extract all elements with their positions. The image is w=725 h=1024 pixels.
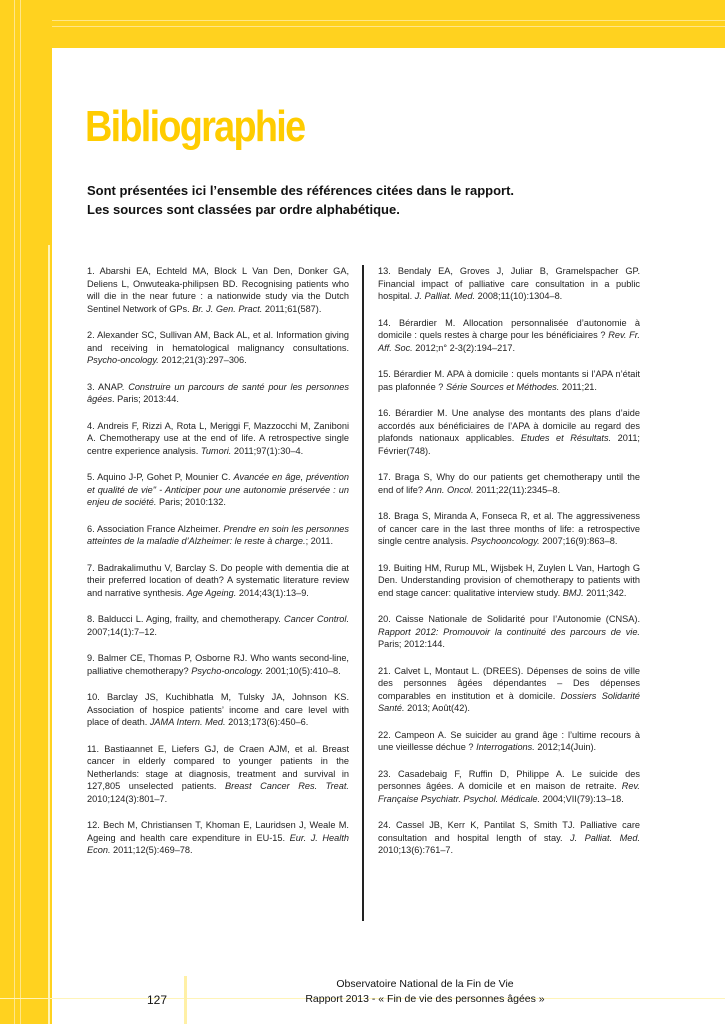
reference-source: Rev. Française Psychiatr. Psychol. Médicale.	[378, 781, 640, 804]
reference-source: Rapport 2012: Promouvoir la continuité des parcours de vie.	[378, 626, 640, 637]
left-decorative-band	[0, 0, 52, 1024]
references-left-column	[87, 265, 349, 871]
reference-source: Prendre en soin les personnes atteintes de la maladie d’Alzheimer: le reste à charge.	[87, 523, 350, 546]
reference-details: 2014;43(1):13–9.	[236, 587, 309, 598]
intro-line: Les sources sont classées par ordre alphabétique.	[87, 202, 400, 217]
reference-source: Rev. Fr. Aff. Soc.	[378, 330, 640, 353]
reference-entry	[87, 265, 349, 315]
reference-details: 2011;97(1):30–4.	[231, 445, 304, 456]
reference-text: 23. Casadebaig F, Ruffin D, Philippe A. Le suicide des personnes âgées. A domicile et en maison de retraite.	[378, 768, 640, 791]
reference-details: Paris; 2012:144.	[378, 639, 445, 649]
reference-source: BMJ.	[562, 587, 584, 598]
reference-entry	[87, 381, 349, 406]
reference-details: 2011;22(11):2345–8.	[473, 484, 561, 495]
reference-entry	[378, 819, 640, 857]
reference-text: 1. Abarshi EA, Echteld MA, Block L Van Den, Donker GA, Deliens L, Onwuteaka-philipsen BD. Recognising patients who will die in the near future : a nationwide study via the Dutch Sentinel Network of GPs.	[87, 266, 349, 314]
reference-source: Eur. J. Health Econ.	[87, 832, 349, 855]
reference-details: 2012;21(3):297–306.	[158, 355, 247, 365]
reference-entry	[87, 743, 349, 806]
column-divider	[362, 265, 364, 921]
reference-details: 2001;10(5):410–8.	[263, 665, 341, 676]
footer-text	[295, 977, 555, 1007]
reference-text: 19. Buiting HM, Rurup ML, Wijsbek H, Zuylen L Van, Hartogh G Den. Understanding provision of chemotherapy to patients with end stage cancer: qualitative interview study.	[378, 562, 640, 598]
page-number: 127	[147, 993, 168, 1007]
reference-details: 2013; Août(42).	[404, 703, 470, 713]
reference-source: J. Palliat. Med.	[414, 291, 476, 301]
reference-text: 16. Bérardier M. Une analyse des montants des plans d’aide accordés aux bénéficiaires de l’APA à domicile au regard des plafonds nationaux applicables.	[378, 408, 640, 443]
footer-line: Rapport 2013 - « Fin de vie des personnes âgées »	[305, 993, 545, 1005]
reference-entry	[87, 420, 349, 458]
reference-source: Tumori.	[200, 445, 232, 456]
reference-source: Interrogations.	[476, 742, 535, 752]
reference-entry	[378, 729, 640, 754]
reference-source: Psychooncology.	[470, 536, 540, 546]
reference-entry	[87, 562, 349, 600]
reference-details: 2012;n° 2-3(2):194–217.	[412, 342, 515, 353]
reference-text: 20. Caisse Nationale de Solidarité pour l’Autonomie (CNSA).	[378, 614, 640, 624]
reference-details: 2011;61(587).	[262, 303, 322, 314]
reference-entry	[378, 768, 640, 806]
reference-source: Cancer Control.	[284, 614, 350, 624]
reference-source: Age Ageing.	[186, 587, 237, 598]
reference-source: Dossiers Solidarité Santé.	[378, 690, 640, 713]
reference-details: 2012;14(Juin).	[534, 742, 597, 752]
reference-source: Construire un parcours de santé pour les personnes âgées	[87, 381, 349, 404]
reference-text: 14. Bérardier M. Allocation personnalisée d’autonomie à domicile : quels restes à charge pour les bénéficiaires ?	[378, 317, 640, 340]
reference-text: 2. Alexander SC, Sullivan AM, Back AL, et al. Information giving and receiving in hematological malignancy consultations.	[87, 330, 349, 353]
reference-details: 2011; Février(748).	[378, 433, 640, 456]
intro-text	[87, 181, 647, 219]
reference-text: 17. Braga S, Why do our patients get chemotherapy until the end of life?	[378, 472, 640, 495]
reference-source: Série Sources et Méthodes.	[445, 381, 560, 392]
reference-text: 18. Braga S, Miranda A, Fonseca R, et al. The aggressiveness of cancer care in the last three months of life: a retrospective single centre analysis.	[378, 511, 640, 546]
reference-text: 8. Balducci L. Aging, frailty, and chemotherapy.	[87, 614, 285, 624]
reference-entry	[87, 819, 349, 857]
reference-text: 22. Campeon A. Se suicider au grand âge : l’ultime recours à une vieillesse déchue ?	[378, 729, 640, 752]
reference-details: 2013;173(6):450–6.	[225, 717, 309, 727]
reference-entry	[87, 613, 349, 638]
reference-entry	[87, 329, 349, 367]
reference-text: 24. Cassel JB, Kerr K, Pantilat S, Smith TJ. Palliative care consultation and hospital length of stay.	[378, 820, 640, 843]
left-inner-line	[48, 245, 50, 1024]
reference-entry	[378, 407, 640, 457]
reference-source: J. Palliat. Med.	[570, 832, 640, 843]
reference-details: . Paris; 2013:44.	[112, 394, 179, 404]
reference-text: 7. Badrakalimuthu V, Barclay S. Do people with dementia die at their preferred location of death? A systematic literature review and narrative synthesis.	[87, 562, 349, 598]
reference-text: 15. Bérardier M. APA à domicile : quels montants si l’APA n’était pas plafonnée ?	[378, 369, 640, 392]
reference-details: Paris; 2010:132.	[156, 497, 226, 507]
reference-source: Ann. Oncol.	[425, 484, 474, 495]
reference-text: 3. ANAP.	[87, 381, 129, 392]
reference-text: 9. Balmer CE, Thomas P, Osborne RJ. Who wants second-line, palliative chemotherapy?	[87, 653, 349, 676]
page-title: Bibliographie	[85, 102, 305, 151]
reference-source: Avancée en âge, prévention et qualité de vie" - Anticiper pour une autonomie préservée : un enjeu de société.	[87, 472, 349, 507]
reference-entry	[378, 368, 640, 393]
left-band-line	[14, 0, 15, 1024]
reference-details: 2007;14(1):7–12.	[87, 626, 157, 637]
reference-source: Etudes et Résultats.	[520, 433, 612, 443]
top-decorative-band	[0, 0, 725, 48]
reference-text: 5. Aquino J-P, Gohet P, Mounier C.	[87, 472, 234, 482]
references-right-column	[378, 265, 640, 871]
reference-details: 2011;342.	[583, 587, 627, 598]
reference-entry	[378, 471, 640, 496]
reference-entry	[378, 665, 640, 715]
reference-entry	[378, 317, 640, 355]
reference-details: 2010;124(3):801–7.	[87, 793, 168, 804]
top-band-line	[0, 26, 725, 27]
reference-source: Psycho-oncology.	[87, 355, 159, 365]
reference-entry	[87, 471, 349, 509]
top-band-line	[0, 20, 725, 21]
intro-line: Sont présentées ici l’ensemble des références citées dans le rapport.	[87, 183, 515, 198]
reference-details: ; 2011.	[305, 536, 333, 546]
footer-line: Observatoire National de la Fin de Vie	[336, 978, 514, 990]
reference-entry	[378, 613, 640, 651]
reference-text: 6. Association France Alzheimer.	[87, 523, 224, 534]
reference-entry	[87, 523, 349, 548]
reference-text: 4. Andreis F, Rizzi A, Rota L, Meriggi F, Mazzocchi M, Zaniboni A. Chemotherapy use at the end of life. A retrospective single centre experience analysis.	[87, 420, 349, 456]
reference-entry	[378, 510, 640, 548]
reference-text: 10. Barclay JS, Kuchibhatla M, Tulsky JA, Johnson KS. Association of hospice patients’ income and care level with place of death.	[87, 692, 349, 727]
reference-entry	[378, 265, 640, 303]
reference-text: 11. Bastiaannet E, Liefers GJ, de Craen AJM, et al. Breast cancer in elderly compared to younger patients in the Netherlands: stage at diagnosis, treatment and survival in 127,805 unselected patients.	[87, 743, 349, 791]
reference-details: 2011;12(5):469–78.	[110, 845, 193, 855]
reference-details: 2008;11(10):1304–8.	[475, 291, 563, 301]
left-band-line	[20, 0, 21, 1024]
reference-source: Breast Cancer Res. Treat.	[225, 781, 349, 791]
reference-text: 13. Bendaly EA, Groves J, Juliar B, Gramelspacher GP. Financial impact of palliative care consultation in a public hospital.	[378, 266, 640, 301]
reference-entry	[87, 691, 349, 729]
reference-details: 2010;13(6):761–7.	[378, 845, 454, 855]
reference-details: 2004;VII(79):13–18.	[540, 793, 624, 804]
reference-details: 2011;21.	[559, 381, 597, 392]
reference-details: 2007;16(9):863–8.	[539, 536, 618, 546]
reference-text: 21. Calvet L, Montaut L. (DREES). Dépenses de soins de ville des personnes âgées dépendantes – Des dépenses comparables en institution et à domicile.	[378, 665, 640, 701]
reference-source: JAMA Intern. Med.	[149, 717, 226, 727]
reference-source: Psycho-oncology.	[191, 665, 264, 676]
footer-decorative-bar	[184, 976, 187, 1024]
reference-entry	[87, 652, 349, 677]
reference-entry	[378, 562, 640, 600]
reference-text: 12. Bech M, Christiansen T, Khoman E, Lauridsen J, Weale M. Ageing and health care expenditure in EU-15.	[87, 820, 349, 843]
reference-source: Br. J. Gen. Pract.	[192, 303, 263, 314]
